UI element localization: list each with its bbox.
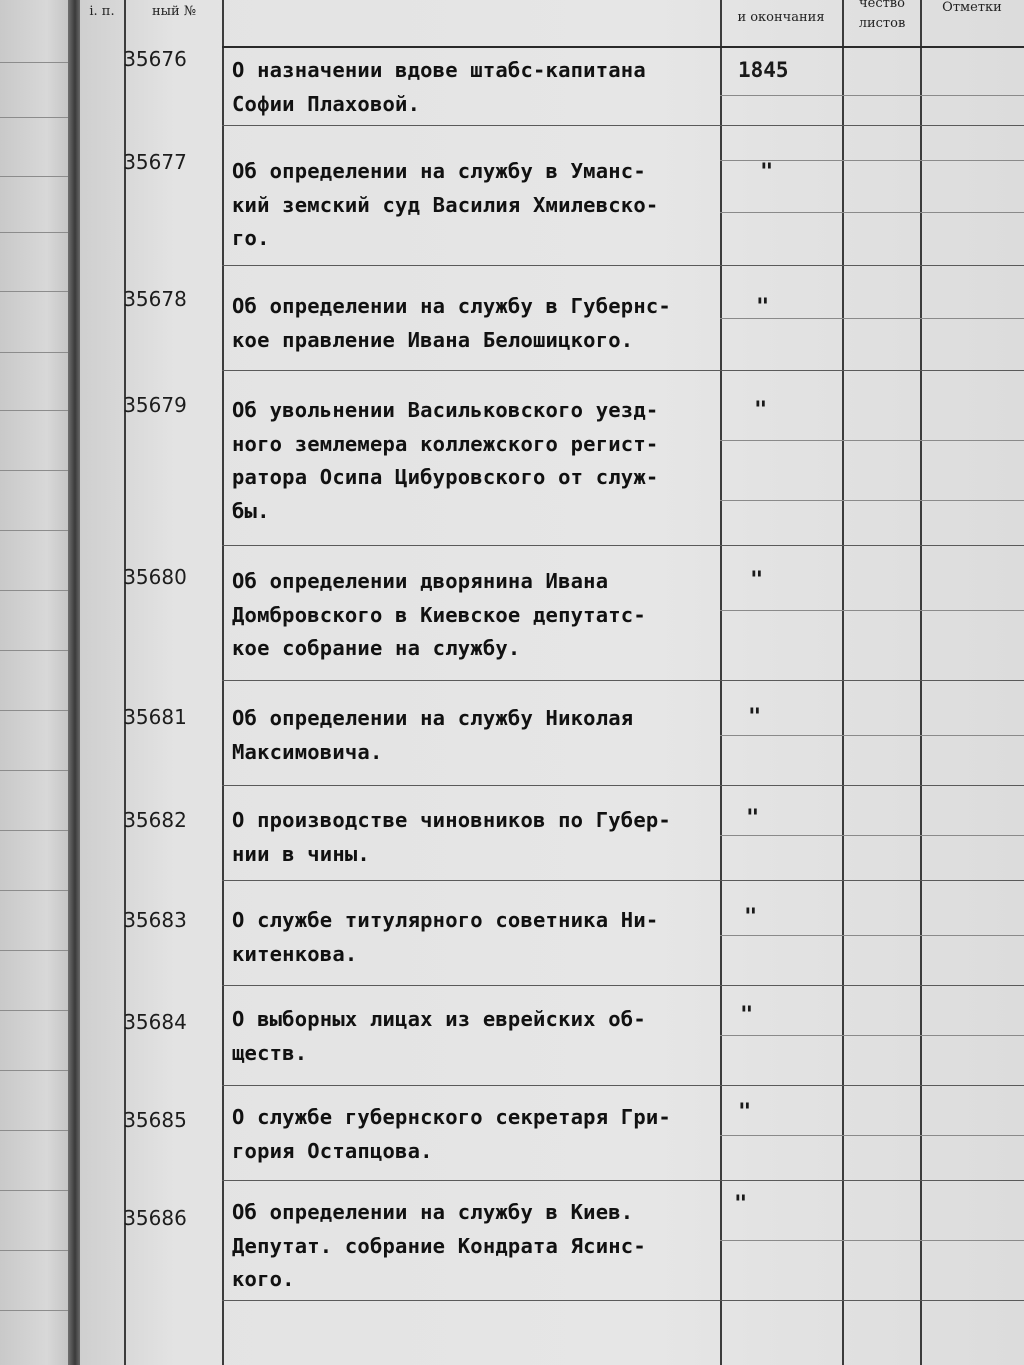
case-title: О выборных лицах из еврейских об- ществ.: [232, 1007, 646, 1065]
left-page-edge: [0, 0, 78, 1365]
case-title: О назначении вдове штабс-капитана Софии Плаховой.: [232, 58, 646, 116]
case-number: 35685: [123, 1108, 187, 1132]
case-date-ditto: ": [754, 398, 768, 423]
case-title: Об определении на службу в Киев. Депутат. собрание Кондрата Ясинс- кого.: [232, 1200, 646, 1291]
case-title: Об определении на службу Николая Максимовича.: [232, 706, 634, 764]
case-number: 35677: [123, 150, 187, 174]
register-sheet: [80, 0, 1024, 1365]
case-date-ditto: ": [738, 1100, 752, 1125]
case-number: 35680: [123, 565, 187, 589]
case-date-ditto: ": [750, 568, 764, 593]
case-date-ditto: ": [740, 1003, 754, 1028]
case-date-ditto: ": [734, 1192, 748, 1217]
header-col-date: и окончания: [737, 10, 825, 25]
case-title: Об определении дворянина Ивана Домбровского в Киевское депутатс- кое собрание на службу.: [232, 569, 646, 660]
case-number: 35684: [123, 1010, 187, 1034]
case-number: 35681: [123, 705, 187, 729]
case-number: 35682: [123, 808, 187, 832]
case-number: 35676: [123, 47, 187, 71]
case-title: О службе губернского секретаря Гри- гория Остапцова.: [232, 1105, 671, 1163]
case-date-ditto: ": [748, 705, 762, 730]
case-date-ditto: ": [744, 905, 758, 930]
case-date-ditto: ": [746, 806, 760, 831]
case-title: О службе титулярного советника Ни- китенкова.: [232, 908, 659, 966]
case-date: 1845: [738, 58, 789, 82]
header-col-sheets: чество листов: [858, 0, 906, 31]
header-col-inventory: ный №: [151, 4, 197, 19]
case-number: 35683: [123, 908, 187, 932]
case-title: О производстве чиновников по Губер- нии в чины.: [232, 808, 671, 866]
case-title: Об определении на службу в Губернс- кое правление Ивана Белошицкого.: [232, 294, 671, 352]
case-title: Об определении на службу в Уманс- кий земский суд Василия Хмилевско- го.: [232, 159, 659, 250]
case-date-ditto: ": [756, 295, 770, 320]
header-col-notes: Отметки: [942, 0, 1002, 15]
header-col-number: і. п.: [89, 4, 115, 19]
case-number: 35679: [123, 393, 187, 417]
case-number: 35678: [123, 287, 187, 311]
case-date-ditto: ": [760, 160, 774, 185]
case-title: Об увольнении Васильковского уезд- ного землемера коллежского регист- ратора Осипа Цибуровского от служ- бы.: [232, 398, 659, 523]
case-number: 35686: [123, 1206, 187, 1230]
